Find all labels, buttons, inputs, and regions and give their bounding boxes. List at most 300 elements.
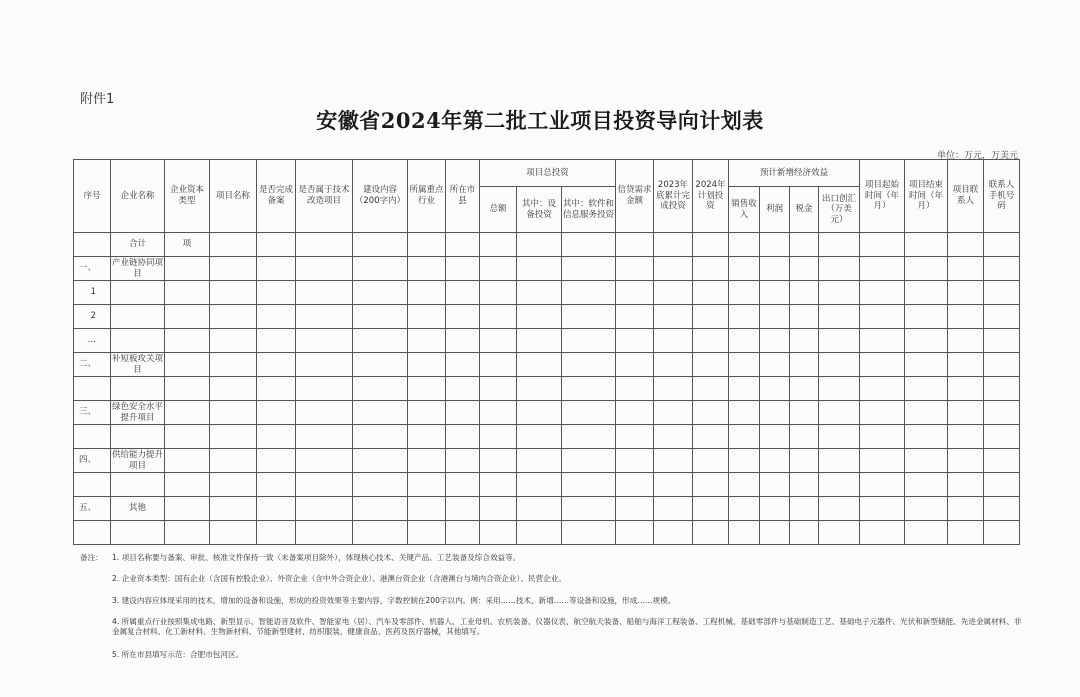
row-seq-cell: 三、 (74, 401, 111, 425)
table-cell (948, 425, 984, 449)
table-cell (654, 425, 693, 449)
table-cell (905, 425, 948, 449)
table-cell (905, 473, 948, 497)
table-cell (296, 425, 353, 449)
table-cell (353, 305, 408, 329)
table-cell (210, 233, 257, 257)
table-cell (408, 401, 446, 425)
table-cell (408, 233, 446, 257)
row-seq-cell: 1 (74, 281, 111, 305)
header-tech-upgrade: 是否属于技术改造项目 (296, 160, 353, 233)
table-cell (693, 257, 729, 281)
row-capital-cell (165, 257, 210, 281)
table-cell (819, 281, 860, 305)
table-cell (517, 473, 562, 497)
table-cell (984, 449, 1020, 473)
table-cell (353, 473, 408, 497)
table-cell (517, 281, 562, 305)
table-row (74, 401, 1020, 425)
table-cell (562, 305, 616, 329)
table-cell (654, 329, 693, 353)
table-body (74, 233, 1020, 545)
table-cell (860, 497, 905, 521)
table-cell (446, 377, 480, 401)
header-software: 其中：软件和信息服务投资 (562, 187, 616, 233)
table-cell (517, 305, 562, 329)
table-cell (790, 377, 819, 401)
table-cell (446, 401, 480, 425)
table-cell (446, 329, 480, 353)
table-cell (480, 257, 517, 281)
table-cell (905, 257, 948, 281)
table-cell (616, 353, 654, 377)
table-cell (948, 377, 984, 401)
table-cell (790, 329, 819, 353)
table-cell (860, 401, 905, 425)
header-end-time: 项目结束时间（年月） (905, 160, 948, 233)
table-cell (819, 521, 860, 545)
table-cell (616, 449, 654, 473)
header-contact: 项目联系人 (948, 160, 984, 233)
table-cell (408, 425, 446, 449)
table-cell (948, 497, 984, 521)
table-cell (693, 521, 729, 545)
table-cell (517, 401, 562, 425)
table-cell (948, 473, 984, 497)
table-cell (819, 233, 860, 257)
table-cell (860, 281, 905, 305)
table-cell (984, 281, 1020, 305)
table-cell (480, 233, 517, 257)
header-content: 建设内容（200字内） (353, 160, 408, 233)
row-label-cell (111, 377, 165, 401)
table-cell (819, 497, 860, 521)
table-cell (296, 257, 353, 281)
table-cell (905, 353, 948, 377)
table-cell (446, 353, 480, 377)
table-cell (517, 257, 562, 281)
table-cell (729, 257, 760, 281)
table-cell (984, 353, 1020, 377)
table-cell (948, 233, 984, 257)
table-cell (984, 233, 1020, 257)
table-cell (616, 401, 654, 425)
table-cell (562, 473, 616, 497)
row-seq-cell: 四、 (74, 449, 111, 473)
table-cell (905, 521, 948, 545)
table-cell (790, 353, 819, 377)
table-cell (446, 425, 480, 449)
row-capital-cell (165, 281, 210, 305)
table-cell (210, 449, 257, 473)
row-label-cell: 绿色安全水平提升项目 (112, 401, 164, 423)
table-row (74, 233, 1020, 257)
row-seq-cell (74, 425, 111, 449)
table-cell (616, 257, 654, 281)
table-cell (257, 425, 296, 449)
table-cell (616, 377, 654, 401)
table-cell (257, 329, 296, 353)
note-item: 1. 项目名称要与备案、审批、核准文件保持一致（未备案项目除外），体现核心技术、关键产品、工艺装备及综合效益等。 (112, 553, 521, 562)
table-cell (257, 497, 296, 521)
table-cell (517, 521, 562, 545)
table-cell (257, 449, 296, 473)
table-cell (693, 281, 729, 305)
table-cell (616, 497, 654, 521)
table-cell (562, 497, 616, 521)
table-cell (693, 233, 729, 257)
table-cell (257, 401, 296, 425)
table-cell (729, 401, 760, 425)
table-cell (408, 257, 446, 281)
table-cell (210, 473, 257, 497)
table-cell (257, 377, 296, 401)
row-seq-cell: 一、 (74, 257, 111, 281)
table-cell (819, 401, 860, 425)
table-cell (948, 449, 984, 473)
row-capital-cell: 项 (165, 233, 210, 257)
table-cell (654, 377, 693, 401)
table-cell (296, 473, 353, 497)
table-cell (616, 329, 654, 353)
table-cell (654, 281, 693, 305)
table-cell (296, 329, 353, 353)
table-cell (480, 353, 517, 377)
table-cell (654, 353, 693, 377)
table-cell (729, 521, 760, 545)
table-cell (760, 425, 790, 449)
table-cell (654, 257, 693, 281)
table-row (74, 329, 1020, 353)
table-cell (760, 281, 790, 305)
table-cell (729, 353, 760, 377)
table-cell (790, 305, 819, 329)
table-cell (905, 305, 948, 329)
table-cell (790, 449, 819, 473)
table-cell (819, 257, 860, 281)
table-cell (729, 449, 760, 473)
table-cell (860, 521, 905, 545)
table-cell (760, 305, 790, 329)
table-cell (408, 353, 446, 377)
row-capital-cell (165, 425, 210, 449)
row-label-cell (111, 281, 165, 305)
table-row (74, 257, 1020, 281)
table-cell (210, 377, 257, 401)
table-cell (948, 353, 984, 377)
header-total-investment-group: 项目总投资 (480, 160, 616, 187)
table-cell (562, 401, 616, 425)
table-cell (517, 353, 562, 377)
header-seq: 序号 (74, 160, 111, 233)
table-cell (984, 377, 1020, 401)
table-cell (693, 377, 729, 401)
header-total: 总额 (480, 187, 517, 233)
table-cell (790, 425, 819, 449)
table-cell (693, 305, 729, 329)
row-label-cell: 供给能力提升项目 (112, 449, 164, 471)
notes-label: 备注： (80, 553, 103, 562)
header-equipment: 其中：设备投资 (517, 187, 562, 233)
table-cell (905, 497, 948, 521)
table-cell (905, 233, 948, 257)
table-cell (480, 473, 517, 497)
row-label-cell: 其他 (111, 497, 165, 521)
table-row (74, 281, 1020, 305)
table-cell (353, 401, 408, 425)
table-cell (446, 449, 480, 473)
table-cell (353, 353, 408, 377)
table-cell (760, 473, 790, 497)
table-cell (616, 305, 654, 329)
row-label-cell (111, 305, 165, 329)
table-cell (819, 329, 860, 353)
table-cell (790, 497, 819, 521)
table-cell (905, 377, 948, 401)
table-cell (446, 305, 480, 329)
table-cell (860, 233, 905, 257)
table-cell (517, 425, 562, 449)
table-cell (693, 497, 729, 521)
table-cell (480, 521, 517, 545)
table-cell (984, 329, 1020, 353)
table-cell (905, 329, 948, 353)
table-cell (480, 497, 517, 521)
header-profit: 利润 (760, 187, 790, 233)
table-cell (654, 305, 693, 329)
table-cell (210, 305, 257, 329)
table-row (74, 473, 1020, 497)
table-cell (296, 401, 353, 425)
table-cell (210, 425, 257, 449)
table-cell (984, 497, 1020, 521)
table-cell (257, 257, 296, 281)
table-row (74, 449, 1020, 473)
page-title: 安徽省2024年第二批工业项目投资导向计划表 (316, 108, 764, 133)
note-item: 4. 所属重点行业按照集成电路、新型显示、智能语音及软件、智能家电（居）、汽车及零部件、机器人、工业母机、农机装备、仪器仪表、航空航天装备、船舶与海洋工程装备、工程机械、基础零部件与基础制造工艺、基础电子元器件、光伏和新型储能、先进金属材料、非金属复合材料、化工新材料、生物新材料、节能新型建材、纺织服装、健康食品、医药及医疗器械，其他填写。 (112, 617, 1022, 637)
row-label-cell (111, 473, 165, 497)
table-row (74, 377, 1020, 401)
table-cell (257, 353, 296, 377)
table-cell (790, 233, 819, 257)
table-cell (760, 449, 790, 473)
attachment-label: 附件1 (80, 92, 115, 107)
table-cell (296, 233, 353, 257)
table-cell (948, 329, 984, 353)
table-cell (480, 401, 517, 425)
table-cell (353, 377, 408, 401)
table-cell (257, 233, 296, 257)
table-cell (948, 257, 984, 281)
table-cell (819, 353, 860, 377)
table-header-row-1 (74, 160, 1020, 187)
table-cell (860, 353, 905, 377)
table-cell (760, 233, 790, 257)
row-capital-cell (165, 377, 210, 401)
table-cell (296, 353, 353, 377)
table-cell (819, 449, 860, 473)
table-cell (408, 473, 446, 497)
table-cell (562, 353, 616, 377)
table-cell (562, 521, 616, 545)
table-cell (562, 233, 616, 257)
table-cell (616, 425, 654, 449)
table-cell (790, 473, 819, 497)
row-label-cell (111, 425, 165, 449)
table-cell (860, 449, 905, 473)
table-cell (729, 329, 760, 353)
header-project-name: 项目名称 (210, 160, 257, 233)
table-cell (760, 377, 790, 401)
table-cell (408, 305, 446, 329)
table-cell (984, 425, 1020, 449)
table-row (74, 497, 1020, 521)
header-credit: 信贷需求金额 (616, 160, 654, 233)
row-label-cell: 补短板攻关项目 (112, 353, 164, 375)
table-cell (408, 329, 446, 353)
table-cell (984, 305, 1020, 329)
table-cell (948, 281, 984, 305)
row-label-cell (111, 329, 165, 353)
table-cell (210, 257, 257, 281)
table-cell (984, 257, 1020, 281)
table-cell (760, 353, 790, 377)
table-cell (729, 473, 760, 497)
row-capital-cell (165, 497, 210, 521)
header-phone: 联系人手机号码 (984, 160, 1020, 233)
table-cell (446, 521, 480, 545)
table-cell (210, 497, 257, 521)
table-cell (562, 425, 616, 449)
table-cell (905, 449, 948, 473)
table-cell (693, 425, 729, 449)
note-item: 2. 企业资本类型：国有企业（含国有控股企业）、外资企业（含中外合资企业）、港澳台资企业（含港澳台与境内合资企业）、民营企业。 (112, 574, 566, 583)
table-cell (729, 425, 760, 449)
row-label-cell (111, 521, 165, 545)
row-seq-cell: 2 (74, 305, 111, 329)
table-cell (257, 281, 296, 305)
table-cell (654, 521, 693, 545)
table-cell (296, 377, 353, 401)
table-cell (729, 497, 760, 521)
table-cell (210, 353, 257, 377)
table-cell (729, 305, 760, 329)
table-cell (860, 257, 905, 281)
table-cell (353, 449, 408, 473)
table-cell (480, 377, 517, 401)
table-cell (480, 449, 517, 473)
table-cell (480, 305, 517, 329)
table-cell (210, 281, 257, 305)
table-row (74, 353, 1020, 377)
table-cell (790, 257, 819, 281)
table-cell (819, 305, 860, 329)
table-cell (860, 377, 905, 401)
row-capital-cell (165, 473, 210, 497)
row-capital-cell (165, 305, 210, 329)
table-cell (210, 521, 257, 545)
table-cell (654, 233, 693, 257)
table-cell (616, 281, 654, 305)
table-cell (948, 521, 984, 545)
table-cell (210, 329, 257, 353)
table-cell (760, 401, 790, 425)
table-cell (353, 329, 408, 353)
table-cell (693, 329, 729, 353)
header-sales: 销售收入 (729, 187, 760, 233)
table-cell (353, 521, 408, 545)
table-cell (446, 281, 480, 305)
table-cell (760, 329, 790, 353)
row-seq-cell (74, 377, 111, 401)
table-cell (616, 233, 654, 257)
table-cell (257, 473, 296, 497)
table-cell (654, 497, 693, 521)
table-cell (480, 329, 517, 353)
header-filed: 是否完成备案 (257, 160, 296, 233)
table-cell (760, 497, 790, 521)
table-cell (446, 497, 480, 521)
row-capital-cell (165, 353, 210, 377)
table-cell (408, 281, 446, 305)
table-cell (616, 473, 654, 497)
note-item: 3. 建设内容应体现采用的技术，增加的设备和设施，形成的投资效果等主要内容，字数控制在200字以内。例：采用……技术，新增……等设备和设施，形成……规模。 (112, 596, 676, 605)
table-row (74, 521, 1020, 545)
row-seq-cell (74, 473, 111, 497)
header-tax: 税金 (790, 187, 819, 233)
table-cell (353, 257, 408, 281)
table-cell (905, 281, 948, 305)
header-start-time: 项目起始时间（年月） (860, 160, 905, 233)
table-cell (790, 401, 819, 425)
table-cell (948, 305, 984, 329)
table-cell (446, 233, 480, 257)
table-cell (562, 449, 616, 473)
table-cell (517, 497, 562, 521)
row-label-cell: 合计 (111, 233, 165, 257)
table-cell (693, 449, 729, 473)
table-cell (353, 281, 408, 305)
header-export: 出口创汇（万美元） (819, 187, 860, 233)
table-cell (296, 497, 353, 521)
table-cell (729, 233, 760, 257)
table-cell (729, 281, 760, 305)
table-cell (408, 377, 446, 401)
table-cell (819, 425, 860, 449)
table-cell (616, 521, 654, 545)
row-capital-cell (165, 329, 210, 353)
table-cell (408, 497, 446, 521)
table-cell (729, 377, 760, 401)
table-cell (296, 449, 353, 473)
row-capital-cell (165, 401, 210, 425)
table-cell (860, 473, 905, 497)
row-seq-cell (74, 233, 111, 257)
table-cell (905, 401, 948, 425)
table-cell (760, 257, 790, 281)
table-cell (562, 281, 616, 305)
table-row (74, 425, 1020, 449)
header-plan-2024: 2024年计划投资 (693, 160, 729, 233)
table-cell (654, 401, 693, 425)
table-cell (654, 449, 693, 473)
row-seq-cell: 五、 (74, 497, 111, 521)
table-cell (480, 281, 517, 305)
table-cell (480, 425, 517, 449)
header-industry: 所属重点行业 (408, 160, 446, 233)
table-cell (790, 521, 819, 545)
table-cell (760, 521, 790, 545)
